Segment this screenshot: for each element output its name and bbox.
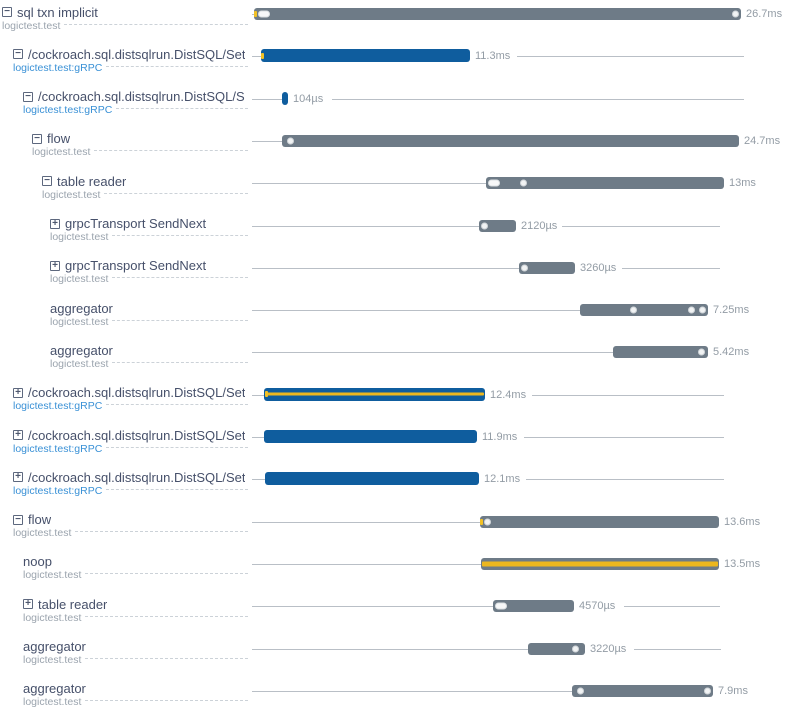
span-bar[interactable]	[480, 516, 719, 528]
span-duration: 4570µs	[579, 600, 616, 613]
span-bar[interactable]	[481, 558, 719, 570]
trace-span-row	[0, 45, 786, 87]
log-event-marker	[481, 222, 488, 229]
start-tick-marker	[254, 11, 257, 17]
span-label	[0, 638, 252, 680]
expand-icon[interactable]: +	[13, 430, 23, 440]
dashed-leader	[112, 320, 248, 321]
log-event-marker	[704, 687, 711, 694]
span-duration: 24.7ms	[744, 134, 781, 147]
trail-line	[634, 649, 721, 650]
span-bar[interactable]	[493, 600, 574, 612]
start-tick-marker	[480, 519, 483, 525]
span-title-line	[23, 90, 252, 104]
span-label	[0, 680, 252, 714]
trace-span-row	[0, 215, 786, 257]
log-event-marker	[572, 645, 579, 652]
intra-span-band	[482, 561, 718, 566]
span-subtitle-line	[42, 188, 252, 201]
lead-line	[252, 606, 493, 607]
trail-line	[332, 99, 744, 100]
dashed-leader	[106, 66, 248, 67]
span-bar[interactable]	[264, 388, 485, 401]
span-duration: 11.9ms	[482, 431, 518, 443]
span-subtitle-line	[32, 146, 252, 159]
span-name[interactable]: sql txn implicit	[17, 4, 98, 20]
span-title-line	[23, 597, 252, 611]
span-bar[interactable]	[479, 220, 516, 232]
span-label	[0, 172, 252, 214]
trace-span-row	[0, 384, 786, 426]
span-duration: 5.42ms	[713, 346, 750, 359]
trace-span-row	[0, 595, 786, 637]
span-title-line	[13, 513, 252, 527]
trace-span-row	[0, 511, 786, 553]
span-timeline	[252, 426, 786, 468]
span-process-link[interactable]: logictest.test:gRPC	[13, 442, 103, 455]
span-bar[interactable]	[613, 346, 708, 358]
dashed-leader	[94, 150, 248, 151]
span-title-line	[23, 640, 252, 654]
dashed-leader	[64, 24, 248, 25]
span-duration: 104µs	[293, 92, 324, 105]
log-event-marker	[287, 137, 294, 144]
collapse-icon[interactable]: −	[23, 92, 33, 102]
span-label	[0, 257, 252, 299]
span-name[interactable]: /cockroach.sql.distsqlrun.DistSQL/S	[38, 89, 245, 105]
dashed-leader	[75, 531, 248, 532]
span-duration: 3260µs	[580, 261, 617, 274]
span-title-line	[13, 428, 252, 442]
span-subtitle-line	[50, 231, 252, 244]
lead-line	[252, 479, 265, 480]
lead-line	[252, 226, 479, 227]
span-title-line	[50, 259, 252, 273]
span-title-line	[50, 343, 252, 357]
span-timeline	[252, 257, 786, 299]
trace-span-row	[0, 3, 786, 45]
span-bar[interactable]	[580, 304, 708, 316]
span-timeline	[252, 638, 786, 680]
trace-span-row	[0, 88, 786, 130]
start-tick-marker	[265, 391, 268, 397]
span-subtitle-line	[50, 357, 252, 370]
span-process: logictest.test	[2, 19, 61, 32]
span-timeline	[252, 45, 786, 87]
span-process: logictest.test	[42, 188, 101, 201]
span-timeline	[252, 3, 786, 45]
lead-line	[252, 99, 282, 100]
span-duration: 2120µs	[521, 219, 558, 232]
span-duration: 3220µs	[590, 642, 627, 655]
span-process-link[interactable]: logictest.test:gRPC	[13, 61, 103, 74]
span-title-line	[32, 132, 252, 146]
span-subtitle-line	[13, 400, 252, 413]
dashed-leader	[85, 616, 248, 617]
span-title-line	[23, 682, 252, 696]
span-label	[0, 595, 252, 637]
span-name[interactable]: table reader	[57, 173, 127, 189]
trail-line	[622, 268, 720, 269]
span-subtitle-line	[50, 315, 252, 328]
log-event-marker	[630, 307, 637, 314]
expand-icon[interactable]: +	[13, 472, 23, 482]
span-timeline	[252, 384, 786, 426]
span-label	[0, 88, 252, 130]
expand-icon[interactable]: +	[13, 388, 23, 398]
expand-icon[interactable]: +	[23, 599, 33, 609]
span-duration: 13.6ms	[724, 515, 761, 528]
expand-icon[interactable]: +	[50, 219, 60, 229]
span-subtitle-line	[50, 273, 252, 286]
span-name[interactable]: /cockroach.sql.distsqlrun.DistSQL/Set	[28, 469, 246, 485]
span-name[interactable]: grpcTransport SendNext	[65, 258, 207, 274]
span-timeline	[252, 468, 786, 510]
span-name[interactable]: grpcTransport SendNext	[65, 216, 207, 231]
dashed-leader	[112, 235, 248, 236]
span-bar[interactable]	[572, 685, 713, 697]
span-subtitle-line	[23, 654, 252, 667]
span-title-line	[13, 470, 252, 484]
span-title-line	[50, 217, 252, 231]
span-name[interactable]: flow	[47, 131, 71, 147]
span-timeline	[252, 341, 786, 383]
span-process: logictest.test	[23, 654, 82, 666]
log-event-marker	[698, 349, 705, 356]
intra-span-band	[265, 393, 484, 396]
span-bar[interactable]	[528, 643, 585, 655]
log-event-marker	[484, 518, 491, 525]
span-name[interactable]: table reader	[38, 596, 108, 612]
span-name[interactable]: aggregator	[23, 681, 86, 697]
lead-line	[252, 141, 282, 142]
lead-line	[252, 268, 519, 269]
log-event-marker	[495, 603, 507, 610]
span-process: logictest.test	[50, 231, 109, 243]
trace-span-row	[0, 130, 786, 172]
dashed-leader	[85, 700, 248, 701]
trace-span-row	[0, 680, 786, 714]
span-name[interactable]: flow	[28, 512, 52, 528]
span-process: logictest.test	[13, 527, 72, 540]
expand-icon[interactable]: +	[50, 261, 60, 271]
lead-line	[252, 352, 613, 353]
trace-span-row	[0, 638, 786, 680]
span-process: logictest.test	[23, 696, 82, 709]
span-bar[interactable]	[486, 177, 724, 189]
span-label	[0, 468, 252, 510]
trail-line	[532, 395, 724, 396]
span-bar[interactable]	[254, 8, 741, 20]
span-title-line	[50, 301, 252, 315]
span-timeline	[252, 595, 786, 637]
dashed-leader	[106, 489, 248, 490]
lead-line	[252, 183, 486, 184]
span-process: logictest.test	[23, 611, 82, 624]
span-bar[interactable]	[282, 135, 739, 147]
span-subtitle-line	[23, 569, 252, 582]
span-title-line	[2, 5, 252, 19]
start-tick-marker	[261, 53, 264, 59]
trail-line	[562, 226, 720, 227]
span-name[interactable]: noop	[23, 554, 52, 570]
span-subtitle-line	[2, 19, 252, 32]
span-duration: 7.9ms	[718, 684, 748, 697]
span-bar[interactable]	[264, 430, 477, 443]
lead-line	[252, 564, 481, 565]
log-event-marker	[577, 687, 584, 694]
span-duration: 12.4ms	[490, 388, 527, 401]
span-timeline	[252, 88, 786, 130]
span-timeline	[252, 553, 786, 595]
trace-span-row	[0, 468, 786, 510]
span-bar[interactable]	[282, 92, 288, 105]
span-bar[interactable]	[519, 262, 575, 274]
span-title-line	[13, 47, 252, 61]
span-duration: 11.3ms	[475, 50, 511, 63]
lead-line	[252, 310, 580, 311]
dashed-leader	[112, 277, 248, 278]
dashed-leader	[106, 404, 248, 405]
trace-span-row	[0, 257, 786, 299]
dashed-leader	[112, 362, 248, 363]
dashed-leader	[85, 573, 248, 574]
dashed-leader	[106, 447, 248, 448]
span-process: logictest.test	[50, 273, 109, 286]
span-name[interactable]: /cockroach.sql.distsqlrun.DistSQL/Set	[28, 385, 246, 401]
trail-line	[624, 606, 720, 607]
trace-span-row	[0, 553, 786, 595]
trace-span-row	[0, 299, 786, 341]
span-subtitle-line	[13, 442, 252, 455]
span-timeline	[252, 215, 786, 257]
span-subtitle-line	[13, 484, 252, 497]
span-label	[0, 45, 252, 87]
span-label	[0, 215, 252, 257]
span-bar[interactable]	[261, 49, 470, 62]
lead-line	[252, 649, 528, 650]
span-label	[0, 384, 252, 426]
log-event-marker	[258, 11, 270, 18]
collapse-icon[interactable]: −	[2, 7, 12, 17]
span-label	[0, 3, 252, 45]
span-subtitle-line	[23, 696, 252, 709]
span-duration: 13ms	[729, 177, 756, 190]
span-bar[interactable]	[265, 472, 479, 485]
trail-line	[517, 56, 744, 57]
lead-line	[252, 395, 264, 396]
log-event-marker	[732, 11, 739, 18]
span-name[interactable]: /cockroach.sql.distsqlrun.DistSQL/Set	[28, 427, 246, 443]
span-timeline	[252, 172, 786, 214]
trace-span-row	[0, 341, 786, 383]
span-name[interactable]: aggregator	[50, 342, 113, 358]
dashed-leader	[104, 193, 248, 194]
span-label	[0, 299, 252, 341]
collapse-icon[interactable]: −	[32, 134, 42, 144]
span-subtitle-line	[13, 61, 252, 74]
log-event-marker	[488, 180, 500, 187]
span-name[interactable]: /cockroach.sql.distsqlrun.DistSQL/Set	[28, 46, 246, 62]
span-timeline	[252, 130, 786, 172]
span-process: logictest.test	[32, 146, 91, 159]
span-process-link[interactable]: logictest.test:gRPC	[13, 400, 103, 413]
log-event-marker	[688, 307, 695, 314]
span-name[interactable]: aggregator	[23, 639, 86, 654]
trace-span-row	[0, 426, 786, 468]
span-label	[0, 130, 252, 172]
trace-span-row	[0, 172, 786, 214]
lead-line	[252, 691, 572, 692]
span-process: logictest.test	[50, 315, 109, 328]
span-subtitle-line	[23, 611, 252, 624]
dashed-leader	[85, 658, 248, 659]
span-name[interactable]: aggregator	[50, 300, 113, 316]
span-subtitle-line	[13, 527, 252, 540]
span-timeline	[252, 680, 786, 714]
dashed-leader	[116, 108, 248, 109]
span-title-line	[23, 555, 252, 569]
span-title-line	[42, 174, 252, 188]
span-label	[0, 511, 252, 553]
span-label	[0, 341, 252, 383]
log-event-marker	[699, 307, 706, 314]
log-event-marker	[521, 264, 528, 271]
lead-line	[252, 56, 261, 57]
span-process-link[interactable]: logictest.test:gRPC	[23, 104, 113, 117]
trail-line	[524, 437, 724, 438]
span-duration: 13.5ms	[724, 557, 761, 570]
span-label	[0, 553, 252, 595]
span-process: logictest.test	[23, 569, 82, 582]
lead-line	[252, 522, 480, 523]
span-process-link[interactable]: logictest.test:gRPC	[13, 484, 103, 497]
span-duration: 12.1ms	[484, 473, 521, 486]
span-duration: 7.25ms	[713, 304, 750, 317]
span-timeline	[252, 511, 786, 553]
span-timeline	[252, 299, 786, 341]
collapse-icon[interactable]: −	[13, 515, 23, 525]
lead-line	[252, 437, 264, 438]
log-event-marker	[520, 180, 527, 187]
span-duration: 26.7ms	[746, 8, 783, 20]
trail-line	[526, 479, 724, 480]
collapse-icon[interactable]: −	[42, 176, 52, 186]
collapse-icon[interactable]: −	[13, 49, 23, 59]
span-label	[0, 426, 252, 468]
span-process: logictest.test	[50, 357, 109, 370]
span-subtitle-line	[23, 104, 252, 117]
span-title-line	[13, 386, 252, 400]
